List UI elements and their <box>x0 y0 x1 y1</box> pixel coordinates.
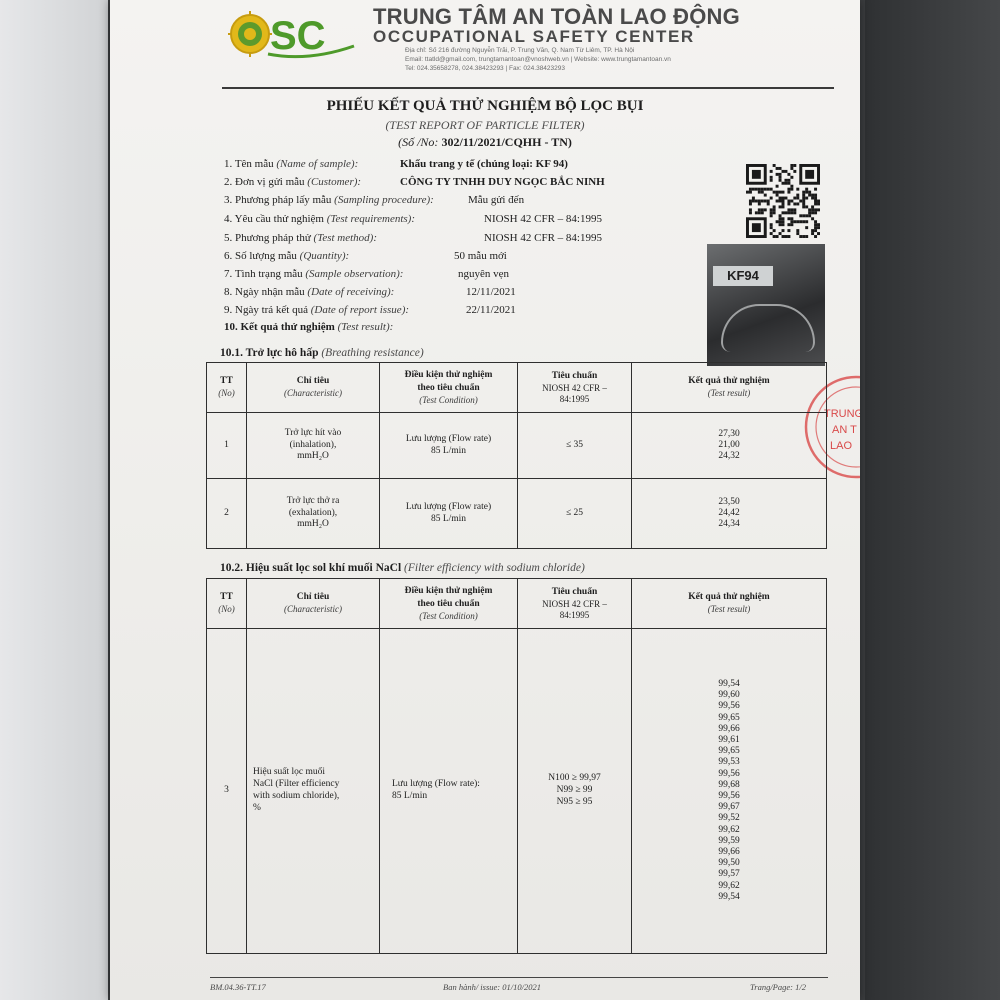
info-value: 50 mẫu mới <box>454 250 507 262</box>
cell-condition: Lưu lượng (Flow rate) 85 L/min <box>380 479 518 549</box>
table-header-row <box>207 579 827 629</box>
info-row: 7. Tình trạng mẫu (Sample observation): <box>224 268 404 280</box>
table-row <box>207 479 827 549</box>
header-characteristic: Chỉ tiêu (Characteristic) <box>247 363 380 413</box>
mask-strap <box>721 304 815 352</box>
section-heading-filter-efficiency: 10.2. Hiệu suất lọc sol khí muối NaCl (Filter efficiency with sodium chloride) <box>220 562 585 574</box>
info-row: 5. Phương pháp thử (Test method): <box>224 232 377 244</box>
cell-result: 23,50 24,42 24,34 <box>632 479 827 549</box>
info-row: 2. Đơn vị gửi mẫu (Customer): <box>224 176 362 188</box>
product-photo <box>707 244 825 366</box>
cell-result: 99,54 99,60 99,56 99,65 99,66 99,61 99,65 99,53 99,56 99,68 99,56 99,67 99,52 99,62 99,59 99,66 99,50 99,57 99,62 99,54 <box>632 629 827 954</box>
issue-date: Ban hành/ issue: 01/10/2021 <box>443 982 541 992</box>
info-row: 9. Ngày trả kết quả (Date of report issue): <box>224 304 410 316</box>
org-name-vi: TRUNG TÂM AN TOÀN LAO ĐỘNG <box>373 4 740 29</box>
info-value: Khẩu trang y tế (chủng loại: KF 94) <box>400 158 568 170</box>
section-heading-breathing: 10.1. Trở lực hô hấp (Breathing resistance) <box>220 347 424 359</box>
report-title: PHIẾU KẾT QUẢ THỬ NGHIỆM BỘ LỌC BỤI <box>326 98 644 114</box>
cell-standard: N100 ≥ 99,97 N99 ≥ 99 N95 ≥ 95 <box>518 629 632 954</box>
cell-result: 27,30 21,00 24,32 <box>632 413 827 479</box>
osc-logo <box>228 6 356 62</box>
svg-text:SC: SC <box>270 14 326 58</box>
qr-code[interactable] <box>745 164 821 238</box>
table-row <box>207 629 827 954</box>
info-row: 10. Kết quả thử nghiệm (Test result): <box>224 321 394 333</box>
stamp-text-3: LAO <box>830 440 853 452</box>
cell-characteristic: Trở lực hít vào (inhalation), mmH₂O <box>247 413 380 479</box>
photo-label: KF94 <box>713 266 773 286</box>
info-row: 3. Phương pháp lấy mẫu (Sampling procedure): <box>224 194 434 206</box>
background-left <box>0 0 108 1000</box>
cell-standard: ≤ 25 <box>518 479 632 549</box>
table-row <box>207 413 827 479</box>
org-name-en: OCCUPATIONAL SAFETY CENTER <box>373 27 695 46</box>
header-no: TT (No) <box>207 579 247 629</box>
info-row: 8. Ngày nhận mẫu (Date of receiving): <box>224 286 395 298</box>
header-divider <box>222 87 834 89</box>
header-condition: Điều kiện thử nghiệm theo tiêu chuẩn (Test Condition) <box>380 579 518 629</box>
table-header-row <box>207 363 827 413</box>
report-number: (Số /No: 302/11/2021/CQHH - TN) <box>398 135 572 149</box>
header-standard: Tiêu chuẩn NIOSH 42 CFR – 84:1995 <box>518 579 632 629</box>
info-value: Mẫu gửi đến <box>468 194 525 206</box>
cell-standard: ≤ 35 <box>518 413 632 479</box>
stamp-text-2: AN T <box>832 424 857 436</box>
filter-efficiency-table <box>206 578 827 954</box>
info-value: 22/11/2021 <box>466 304 516 316</box>
cell-no: 2 <box>207 479 247 549</box>
cell-characteristic: Hiệu suất lọc muối NaCl (Filter efficiency with sodium chloride), % <box>247 629 380 954</box>
report-page <box>110 0 864 1000</box>
report-subtitle: (TEST REPORT OF PARTICLE FILTER) <box>385 118 585 132</box>
header-result: Kết quả thử nghiệm (Test result) <box>632 363 827 413</box>
cell-no: 1 <box>207 413 247 479</box>
header-result: Kết quả thử nghiệm (Test result) <box>632 579 827 629</box>
page-number: Trang/Page: 1/2 <box>750 982 806 992</box>
org-address: Địa chỉ: Số 216 đường Nguyễn Trãi, P. Trung Văn, Q. Nam Từ Liêm, TP. Hà Nội <box>405 47 635 54</box>
cell-condition: Lưu lượng (Flow rate): 85 L/min <box>380 629 518 954</box>
breathing-resistance-table <box>206 362 827 549</box>
info-value: nguyên vẹn <box>458 268 510 280</box>
header-standard: Tiêu chuẩn NIOSH 42 CFR – 84:1995 <box>518 363 632 413</box>
header-condition: Điều kiện thử nghiệm theo tiêu chuẩn (Test Condition) <box>380 363 518 413</box>
info-row: 1. Tên mẫu (Name of sample): <box>224 158 359 170</box>
info-value: 12/11/2021 <box>466 286 516 298</box>
org-email: Email: ttatld@gmail.com, trungtamantoan@vnoshweb.vn | Website: www.trungtamantoan.vn <box>405 56 671 63</box>
header-characteristic: Chỉ tiêu (Characteristic) <box>247 579 380 629</box>
org-phone: Tel: 024.35658278, 024.38423293 | Fax: 024.38423293 <box>405 65 565 72</box>
info-value: NIOSH 42 CFR – 84:1995 <box>484 213 602 225</box>
cell-characteristic: Trở lực thở ra (exhalation), mmH₂O <box>247 479 380 549</box>
header-no: TT (No) <box>207 363 247 413</box>
info-value: NIOSH 42 CFR – 84:1995 <box>484 232 602 244</box>
info-value: CÔNG TY TNHH DUY NGỌC BẮC NINH <box>400 176 605 188</box>
form-code: BM.04.36-TT.17 <box>210 982 266 992</box>
stamp-text-1: TRUNG <box>824 408 864 420</box>
info-row: 4. Yêu cầu thử nghiệm (Test requirements): <box>224 213 415 225</box>
background-right <box>865 0 1000 1000</box>
info-row: 6. Số lượng mẫu (Quantity): <box>224 250 350 262</box>
footer-divider <box>210 977 828 978</box>
cell-no: 3 <box>207 629 247 954</box>
cell-condition: Lưu lượng (Flow rate) 85 L/min <box>380 413 518 479</box>
